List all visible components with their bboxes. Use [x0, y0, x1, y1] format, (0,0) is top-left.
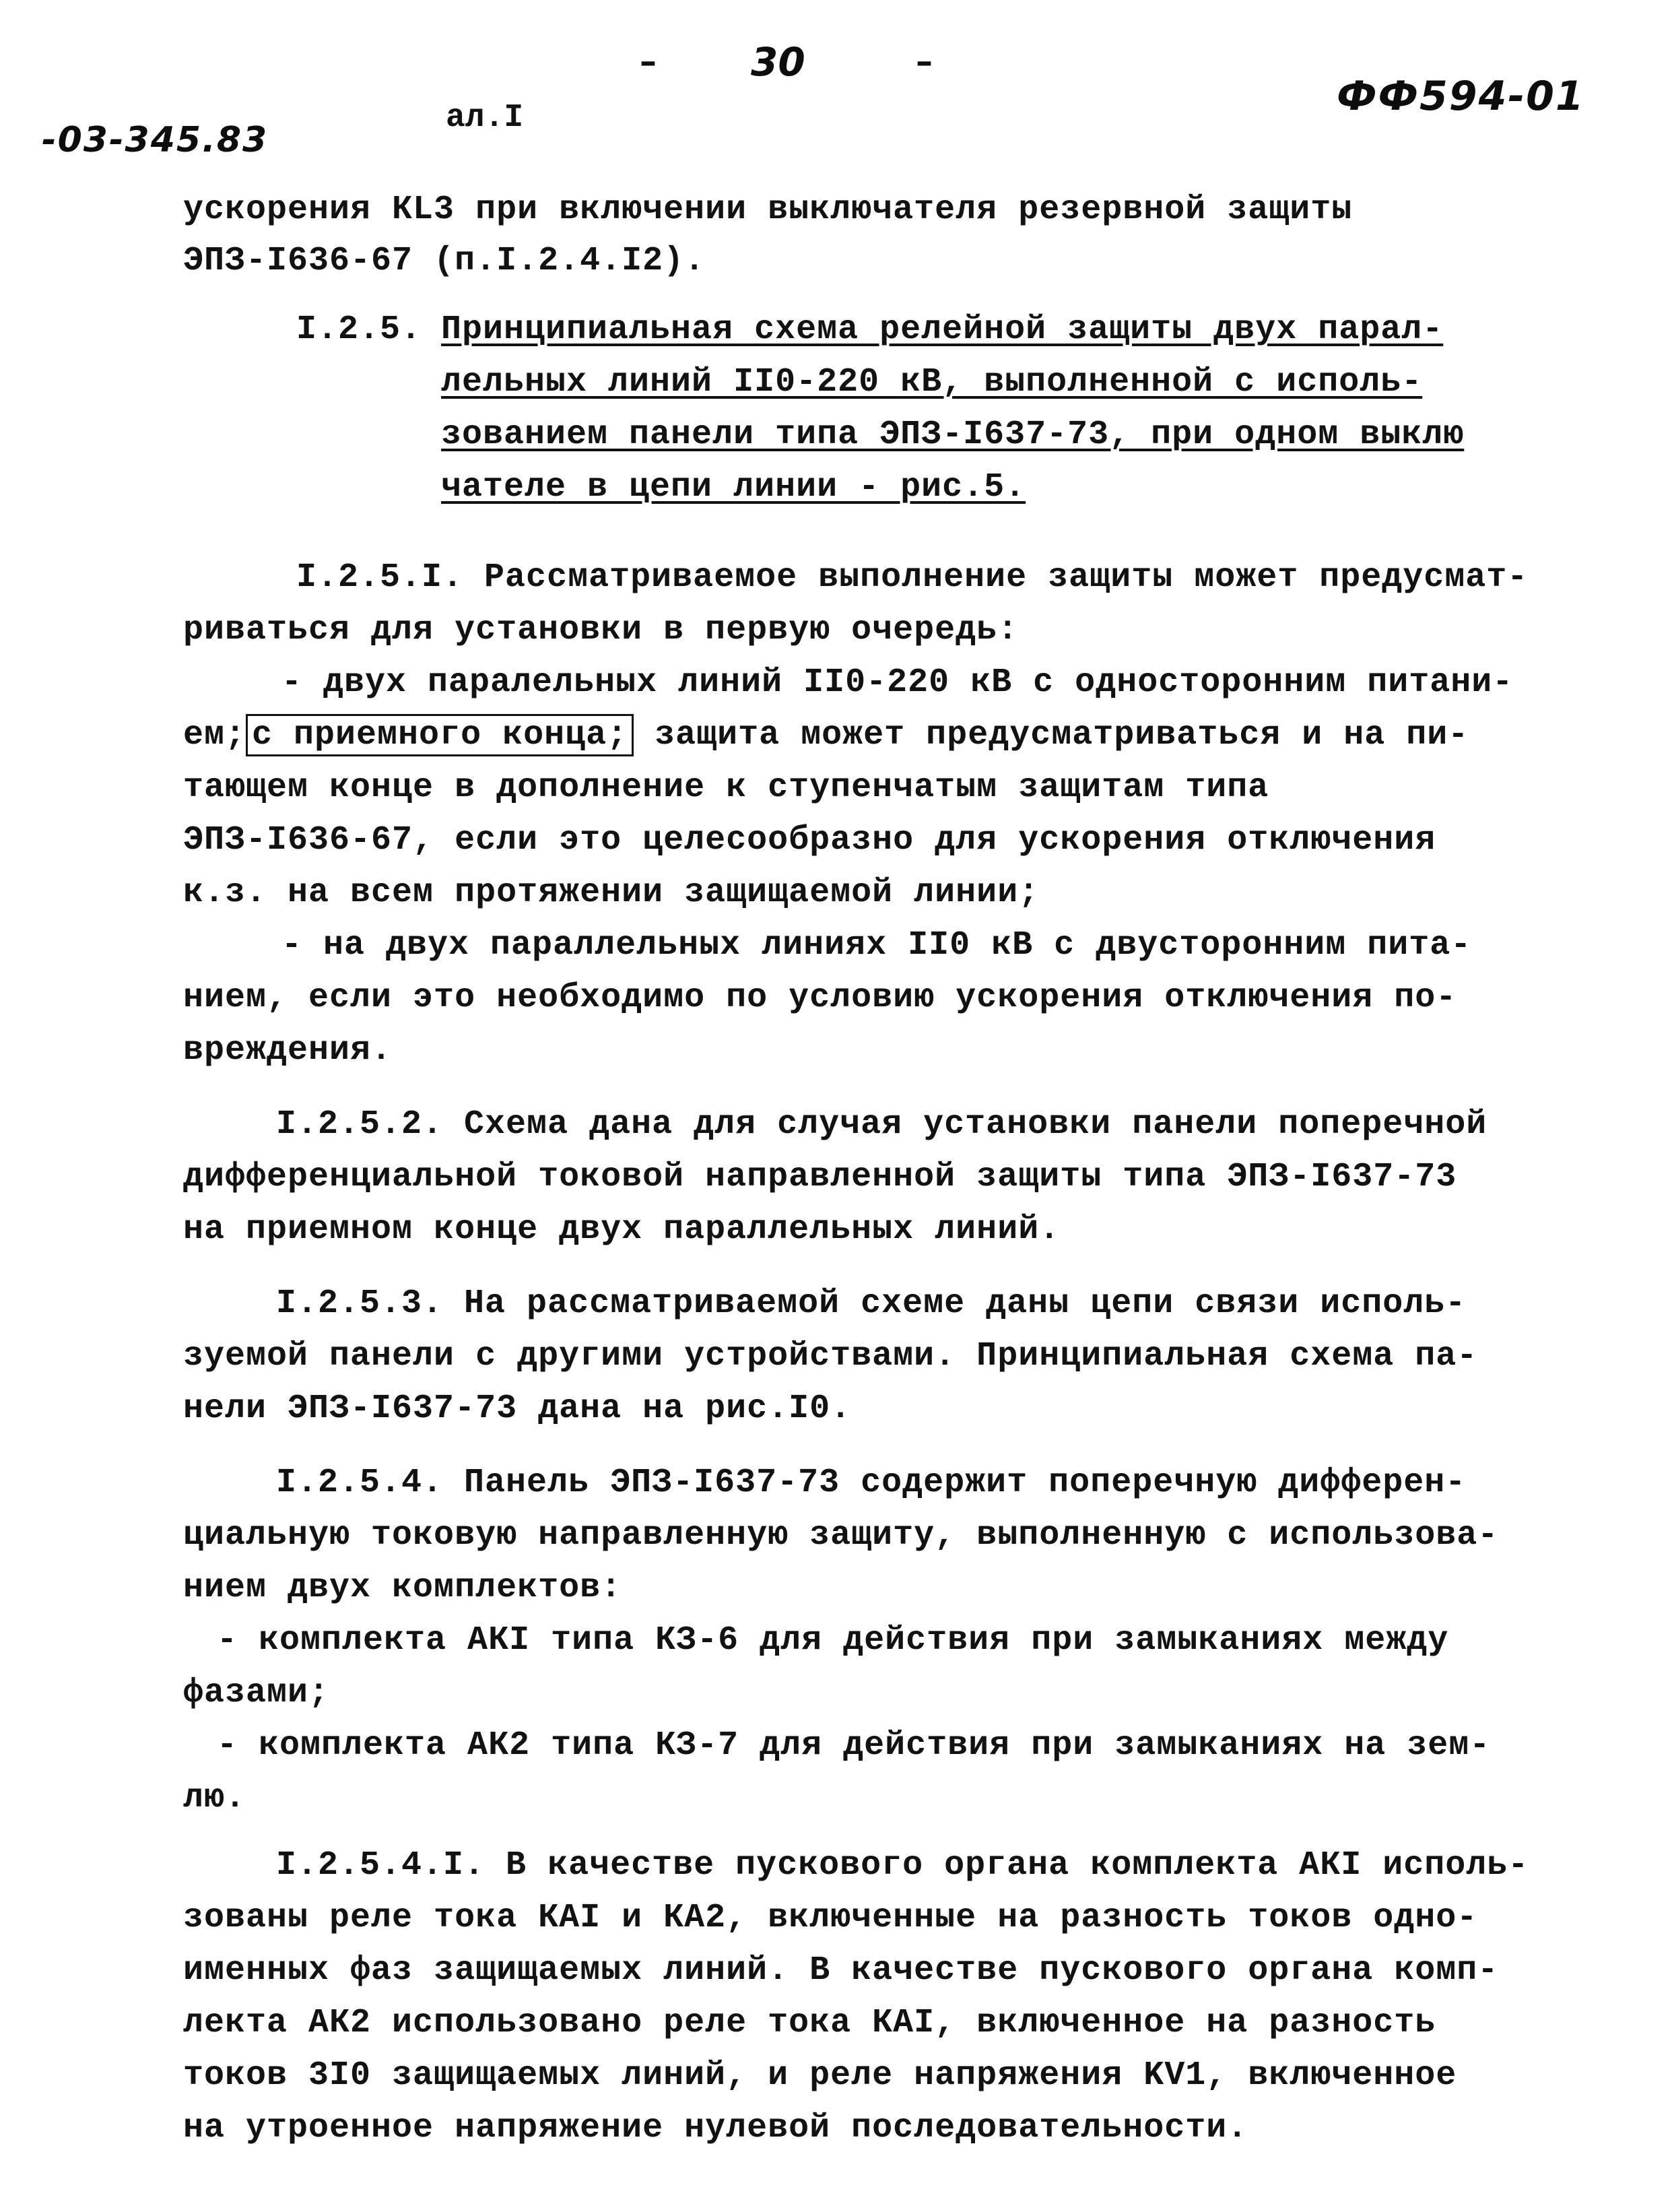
section-heading-line: чателе в цепи линии - рис.5.: [441, 468, 1026, 507]
text-line: на приемном конце двух параллельных линий.: [183, 1210, 1061, 1249]
text-line: дифференциальной токовой направленной защиты типа ЭПЗ-I637-73: [183, 1158, 1457, 1196]
text-line: ЭПЗ-I636-67 (п.I.2.4.I2).: [183, 242, 706, 280]
text-fragment: защита может предусматриваться и на пи-: [634, 716, 1469, 754]
page-number: 30: [751, 39, 805, 85]
text-line: I.2.5.I. Рассматриваемое выполнение защиты может предусмат-: [296, 558, 1529, 597]
list-item: - комплекта АК2 типа КЗ-7 для действия при замыканиях на зем-: [217, 1726, 1491, 1765]
text-line: тающем конце в дополнение к ступенчатым защитам типа: [183, 769, 1269, 807]
section-heading-line: лельных линий II0-220 кВ, выполненной с исполь-: [441, 363, 1423, 401]
text-fragment: ем;: [183, 716, 246, 754]
text-line: фазами;: [183, 1674, 330, 1712]
archive-number-handwritten: -03-345.83: [42, 120, 269, 160]
text-line: нели ЭПЗ-I637-73 дана на рис.I0.: [183, 1390, 852, 1428]
text-line: нием двух комплектов:: [183, 1569, 622, 1607]
text-line: I.2.5.3. На рассматриваемой схеме даны цепи связи исполь-: [276, 1284, 1467, 1323]
section-heading-line: зованием панели типа ЭПЗ-I637-73, при одном выклю: [441, 416, 1465, 454]
text-line: к.з. на всем протяжении защищаемой линии;: [183, 874, 1040, 912]
page-number-dash-right: –: [916, 42, 933, 81]
list-item: - на двух параллельных линиях II0 кВ с двусторонним пита-: [281, 926, 1472, 965]
document-code-handwritten: ФФ594-01: [1337, 73, 1585, 120]
text-line: зуемой панели с другими устройствами. Принципиальная схема па-: [183, 1337, 1478, 1375]
sheet-label: ал.I: [446, 100, 524, 136]
text-line: на утроенное напряжение нулевой последовательности.: [183, 2109, 1248, 2147]
text-line: [183, 715, 1469, 756]
text-line: лекта АК2 использовано реле тока КАI, включенное на разность: [183, 2004, 1436, 2042]
list-item: - комплекта АКI типа КЗ-6 для действия при замыканиях между: [217, 1621, 1449, 1660]
text-line: лю.: [183, 1779, 246, 1817]
text-line: риваться для установки в первую очередь:: [183, 611, 1019, 649]
page-number-dash-left: –: [640, 42, 657, 81]
text-line: вреждения.: [183, 1031, 393, 1070]
text-line: ускорения КL3 при включении выключателя резервной защиты: [183, 191, 1353, 229]
text-line: именных фаз защищаемых линий. В качестве пускового органа комп-: [183, 1951, 1499, 1990]
section-heading-line: Принципиальная схема релейной защиты двух парал-: [441, 311, 1444, 349]
section-number: I.2.5.: [296, 311, 422, 349]
text-line: I.2.5.4.I. В качестве пускового органа комплекта АКI исполь-: [276, 1846, 1529, 1885]
text-line: I.2.5.4. Панель ЭПЗ-I637-73 содержит поперечную дифферен-: [276, 1464, 1467, 1502]
text-line: циальную токовую направленную защиту, выполненную с использова-: [183, 1516, 1499, 1555]
text-line: I.2.5.2. Схема дана для случая установки панели поперечной: [276, 1105, 1488, 1144]
text-line: токов 3I0 защищаемых линий, и реле напряжения KV1, включенное: [183, 2056, 1457, 2095]
text-line: зованы реле тока КАI и КА2, включенные на разность токов одно-: [183, 1899, 1478, 1937]
list-item: - двух паралельных линий II0-220 кВ с односторонним питани-: [281, 663, 1514, 702]
boxed-insertion: с приемного конца;: [246, 714, 634, 756]
text-line: нием, если это необходимо по условию ускорения отключения по-: [183, 979, 1457, 1017]
text-line: ЭПЗ-I636-67, если это целесообразно для ускорения отключения: [183, 821, 1436, 859]
